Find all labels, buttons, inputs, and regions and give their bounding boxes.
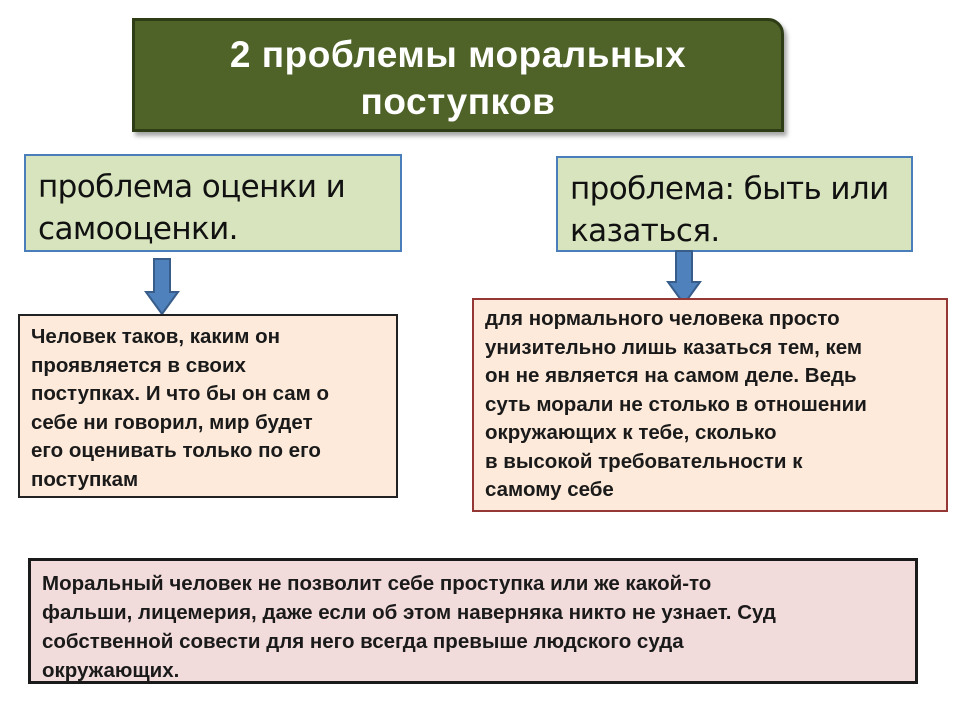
problem-heading-self-evaluation: проблема оценки и самооценки. xyxy=(24,154,402,252)
problem-heading-be-or-seem: проблема: быть или казаться. xyxy=(556,156,913,252)
title-box: 2 проблемы моральных поступков xyxy=(132,18,784,132)
conclusion-box: Моральный человек не позволит себе проступка или же какой-то фальши, лицемерия, даже если об этом наверняка никто не узнает. Суд собственной совести для него всегда превыше людского суда окружающих. xyxy=(28,558,918,684)
down-arrow-left-icon xyxy=(144,258,180,316)
problem-description-be-or-seem: для нормального человека просто унизительно лишь казаться тем, кем он не является на самом деле. Ведь суть морали не столько в отношении окружающих к тебе, сколько в высокой требовательности к самому себе xyxy=(472,298,948,512)
problem-description-self-evaluation: Человек таков, каким он проявляется в своих поступках. И что бы он сам о себе ни говорил, мир будет его оценивать только по его поступкам xyxy=(18,314,398,498)
